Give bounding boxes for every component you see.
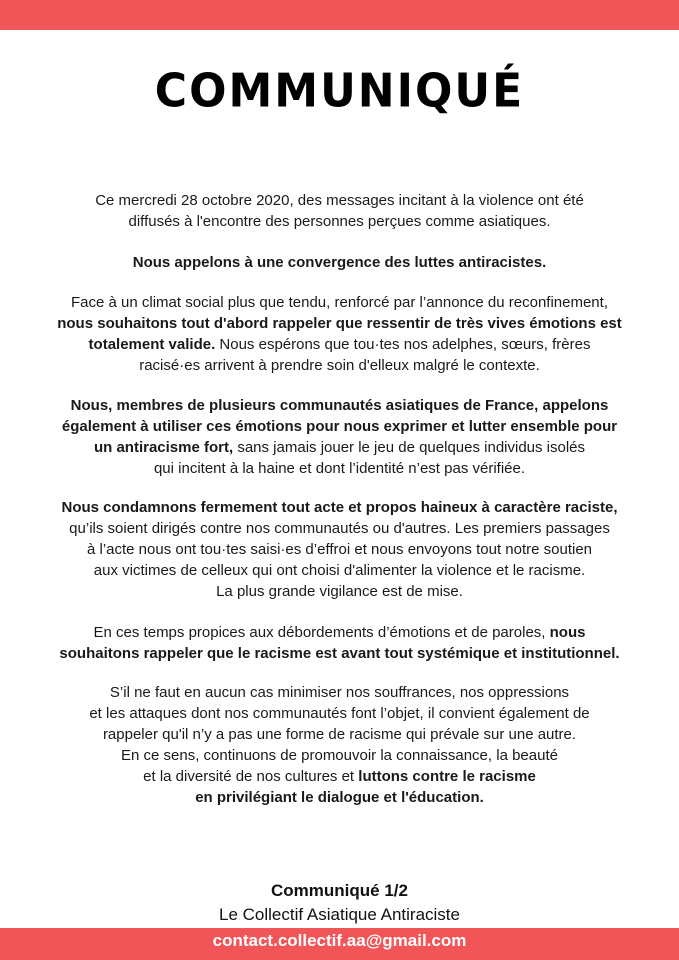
text: racisé·es arrivent à prendre soin d'elleux malgré le contexte. (139, 357, 540, 374)
paragraph (20, 682, 659, 808)
bold-text: luttons contre le racisme (358, 768, 536, 785)
text: Face à un climat social plus que tendu, renforcé par l’annonce du reconfinement, (71, 294, 608, 311)
text-line (20, 581, 659, 602)
bold-text: Nous condamnons fermement tout acte et propos haineux à caractère raciste, (61, 499, 618, 516)
text-line (20, 518, 659, 539)
bold-text: un antiracisme fort, (93, 439, 234, 456)
paragraph (20, 497, 659, 602)
text-line (20, 437, 659, 458)
text: diffusés à l'encontre des personnes perçues comme asiatiques. (128, 213, 551, 230)
text-line (20, 497, 659, 518)
text: rappeler qu'il n’y a pas une forme de racisme qui prévale sur une autre. (102, 726, 577, 743)
text-line (20, 416, 659, 437)
paragraph (20, 395, 659, 479)
contact-email: contact.collectif.aa@gmail.com (212, 931, 467, 950)
bold-text: souhaitons rappeler que le racisme est avant tout systémique et institutionnel. (59, 645, 620, 662)
text-line (20, 539, 659, 560)
paragraph (20, 292, 659, 376)
text: aux victimes de celleux qui ont choisi d'alimenter la violence et le racisme. (93, 562, 586, 579)
top-accent-bar (0, 0, 679, 30)
text-line (20, 766, 659, 787)
text-line (20, 643, 659, 664)
text-line (20, 252, 659, 273)
text: Nous espérons que tou·tes nos adelphes, sœurs, frères (215, 336, 591, 353)
text-line (20, 745, 659, 766)
page-title: COMMUNIQUÉ (154, 64, 525, 119)
text: La plus grande vigilance est de mise. (216, 583, 463, 600)
text-line (20, 787, 659, 808)
text: sans jamais jouer le jeu de quelques individus isolés (233, 439, 586, 456)
text: S’il ne faut en aucun cas minimiser nos souffrances, nos oppressions (109, 684, 570, 701)
text: à l’acte nous ont tou·tes saisi·es d’effroi et nous envoyons tout notre soutien (86, 541, 593, 558)
text-line (20, 355, 659, 376)
text-line (20, 190, 659, 211)
bold-text: Nous appelons à une convergence des luttes antiracistes. (132, 254, 547, 271)
bold-text: également à utiliser ces émotions pour nous exprimer et lutter ensemble pour (61, 418, 618, 435)
text-line (20, 682, 659, 703)
text-line (20, 724, 659, 745)
text-line (20, 703, 659, 724)
text-line (20, 560, 659, 581)
text-line (20, 313, 659, 334)
bold-text: nous (549, 624, 586, 641)
organization-name: Le Collectif Asiatique Antiraciste (219, 905, 460, 924)
text-line (20, 622, 659, 643)
text: qui incitent à la haine et dont l’identité n’est pas vérifiée. (153, 460, 526, 477)
page-label: Communiqué 1/2 (271, 881, 408, 900)
text-line (20, 458, 659, 479)
text-line (20, 211, 659, 232)
bold-text: totalement valide. (88, 336, 216, 353)
text-line (20, 334, 659, 355)
text: et les attaques dont nos communautés font l’objet, il convient également de (89, 705, 590, 722)
text: En ce sens, continuons de promouvoir la connaissance, la beauté (121, 747, 558, 764)
bold-text: Nous, membres de plusieurs communautés asiatiques de France, appelons (70, 397, 609, 414)
bold-text: nous souhaitons tout d'abord rappeler que ressentir de très vives émotions est (57, 315, 622, 332)
paragraph (20, 252, 659, 273)
text: Ce mercredi 28 octobre 2020, des messages incitant à la violence ont été (95, 192, 584, 209)
text: et la diversité de nos cultures et (143, 768, 359, 785)
paragraph (20, 622, 659, 664)
text-line (20, 292, 659, 313)
paragraph (20, 190, 659, 232)
bold-text: en privilégiant le dialogue et l'éducation. (195, 789, 484, 806)
text: En ces temps propices aux débordements d’émotions et de paroles, (93, 624, 550, 641)
text: qu’ils soient dirigés contre nos communautés ou d'autres. Les premiers passages (69, 520, 610, 537)
text-line (20, 395, 659, 416)
